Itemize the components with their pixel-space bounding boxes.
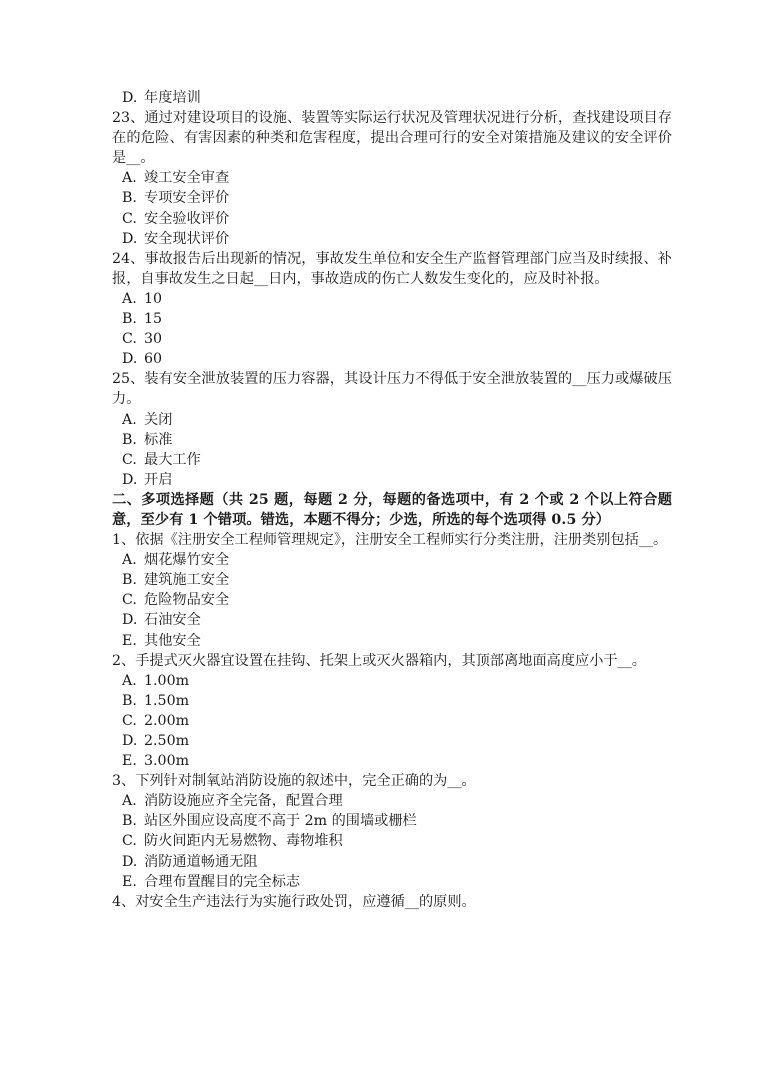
option-letter: D. bbox=[122, 90, 138, 106]
option-letter: B. bbox=[122, 190, 137, 207]
option-line bbox=[112, 329, 672, 349]
option-line bbox=[112, 691, 672, 711]
option-letter: E. bbox=[122, 873, 137, 890]
option-text: 竣工安全审查 bbox=[144, 170, 230, 187]
option-text: 1.00m bbox=[144, 672, 190, 689]
option-letter: B. bbox=[122, 431, 137, 448]
option-letter: D. bbox=[122, 733, 138, 749]
option-text: 安全验收评价 bbox=[144, 210, 230, 227]
option-letter: B. bbox=[122, 692, 137, 709]
option-line bbox=[112, 470, 672, 490]
option-text: 建筑施工安全 bbox=[144, 572, 230, 589]
option-text: 关闭 bbox=[144, 411, 173, 428]
question-text: 对安全生产违法行为实施行政处罚，应遵循__的原则。 bbox=[135, 893, 476, 910]
option-text: 消防设施应齐全完备，配置合理 bbox=[144, 793, 343, 810]
question-number: 3、 bbox=[112, 773, 136, 790]
option-text: 3.00m bbox=[144, 753, 190, 770]
option-line bbox=[112, 631, 672, 651]
option-text: 站区外围应设高度不高于 2m 的围墙或栅栏 bbox=[144, 813, 417, 830]
question-text: 通过对建设项目的设施、装置等实际运行状况及管理状况进行分析，查找建设项目存在的危险、有害因素的种类和危害程度，提出合理可行的安全对策措施及建议的安全评价是__。 bbox=[112, 110, 672, 167]
question-line bbox=[112, 108, 672, 168]
question-line bbox=[112, 892, 672, 912]
option-line bbox=[112, 751, 672, 771]
option-text: 标准 bbox=[144, 431, 173, 448]
option-letter: C. bbox=[122, 712, 137, 729]
option-line bbox=[112, 731, 672, 751]
option-text: 2.50m bbox=[144, 733, 190, 749]
option-line bbox=[112, 852, 672, 872]
question-line bbox=[112, 369, 672, 409]
option-letter: C. bbox=[122, 210, 137, 227]
option-text: 烟花爆竹安全 bbox=[144, 552, 230, 569]
option-line bbox=[112, 209, 672, 229]
question-text: 事故报告后出现新的情况，事故发生单位和安全生产监督管理部门应当及时续报、补报，自事故发生之日起__日内，事故造成的伤亡人数发生变化的，应及时补报。 bbox=[112, 250, 672, 287]
option-line bbox=[112, 88, 672, 108]
question-line bbox=[112, 530, 672, 550]
question-line bbox=[112, 771, 672, 791]
option-line bbox=[112, 229, 672, 249]
option-text: 1.50m bbox=[144, 692, 190, 709]
option-letter: D. bbox=[122, 230, 138, 247]
option-text: 年度培训 bbox=[144, 90, 201, 106]
question-number: 4、 bbox=[112, 893, 136, 910]
option-text: 60 bbox=[144, 351, 163, 368]
option-text: 石油安全 bbox=[144, 612, 201, 629]
option-letter: A. bbox=[122, 552, 137, 569]
option-line bbox=[112, 188, 672, 208]
option-line bbox=[112, 570, 672, 590]
option-letter: B. bbox=[122, 572, 137, 589]
option-text: 2.00m bbox=[144, 712, 190, 729]
option-line bbox=[112, 168, 672, 188]
option-text: 10 bbox=[144, 290, 163, 307]
option-line bbox=[112, 309, 672, 329]
option-line bbox=[112, 610, 672, 630]
option-line bbox=[112, 550, 672, 570]
option-letter: C. bbox=[122, 331, 137, 348]
option-letter: D. bbox=[122, 853, 138, 870]
option-line bbox=[112, 671, 672, 691]
option-line bbox=[112, 711, 672, 731]
option-text: 最大工作 bbox=[144, 451, 201, 468]
question-line bbox=[112, 651, 672, 671]
option-letter: B. bbox=[122, 311, 137, 328]
option-letter: A. bbox=[122, 672, 137, 689]
option-line bbox=[112, 450, 672, 470]
option-line bbox=[112, 811, 672, 831]
option-text: 安全现状评价 bbox=[144, 230, 230, 247]
question-text: 依据《注册安全工程师管理规定》，注册安全工程师实行分类注册，注册类别包括__。 bbox=[135, 532, 668, 549]
option-letter: D. bbox=[122, 612, 138, 629]
option-text: 30 bbox=[144, 331, 163, 348]
option-letter: A. bbox=[122, 170, 137, 187]
option-letter: A. bbox=[122, 290, 137, 307]
option-letter: C. bbox=[122, 451, 137, 468]
option-letter: C. bbox=[122, 592, 137, 609]
option-text: 其他安全 bbox=[144, 632, 201, 649]
option-line bbox=[112, 791, 672, 811]
option-letter: D. bbox=[122, 471, 138, 488]
option-text: 15 bbox=[144, 311, 163, 328]
question-number: 24、 bbox=[112, 250, 145, 267]
option-line bbox=[112, 831, 672, 851]
question-number: 2、 bbox=[112, 652, 136, 669]
option-letter: E. bbox=[122, 632, 137, 649]
option-letter: C. bbox=[122, 833, 137, 850]
question-line bbox=[112, 249, 672, 289]
option-text: 危险物品安全 bbox=[144, 592, 230, 609]
option-line bbox=[112, 430, 672, 450]
option-letter: B. bbox=[122, 813, 137, 830]
option-line bbox=[112, 872, 672, 892]
option-letter: A. bbox=[122, 411, 137, 428]
question-number: 25、 bbox=[112, 371, 145, 388]
question-number: 23、 bbox=[112, 110, 145, 127]
option-line bbox=[112, 349, 672, 369]
option-line bbox=[112, 410, 672, 430]
option-line bbox=[112, 289, 672, 309]
option-text: 开启 bbox=[144, 471, 173, 488]
option-line bbox=[112, 590, 672, 610]
section-heading: 二、多项选择题（共 25 题，每题 2 分，每题的备选项中，有 2 个或 2 个以上符合题意，至少有 1 个错项。错选，本题不得分；少选，所选的每个选项得 0.5 分） bbox=[112, 491, 672, 528]
option-text: 防火间距内无易燃物、毒物堆积 bbox=[144, 833, 343, 850]
question-text: 装有安全泄放装置的压力容器，其设计压力不得低于安全泄放装置的__压力或爆破压力。 bbox=[112, 371, 672, 408]
question-text: 手提式灭火器宜设置在挂钩、托架上或灭火器箱内，其顶部离地面高度应小于__。 bbox=[135, 652, 646, 669]
option-text: 消防通道畅通无阻 bbox=[144, 853, 258, 870]
option-text: 专项安全评价 bbox=[144, 190, 230, 207]
option-letter: A. bbox=[122, 793, 137, 810]
question-number: 1、 bbox=[112, 532, 136, 549]
document-body bbox=[112, 88, 672, 912]
option-letter: E. bbox=[122, 753, 137, 770]
option-text: 合理布置醒目的完全标志 bbox=[144, 873, 301, 890]
option-letter: D. bbox=[122, 351, 138, 368]
question-text: 下列针对制氧站消防设施的叙述中，完全正确的为__。 bbox=[135, 773, 476, 790]
